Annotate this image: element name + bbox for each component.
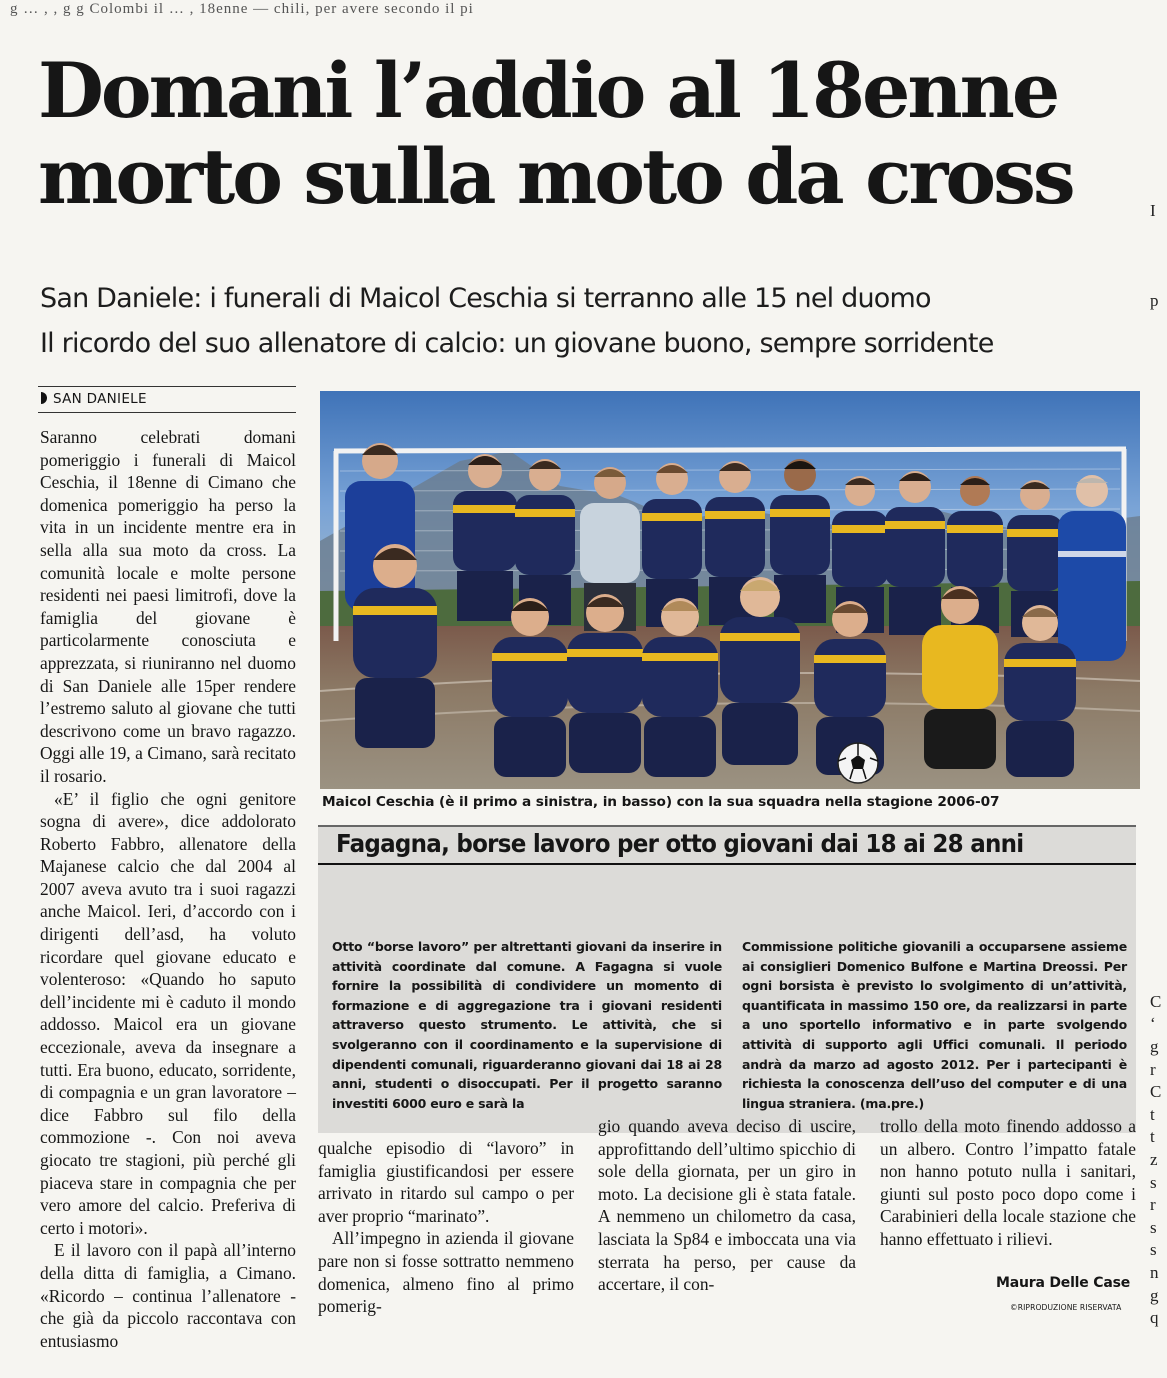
edge-fragment — [1150, 855, 1167, 878]
byline: Maura Delle Case — [996, 1275, 1131, 1291]
edge-fragment — [1150, 516, 1167, 539]
dateline-rule-top — [38, 386, 296, 387]
edge-fragment — [1150, 539, 1167, 562]
edge-fragment — [1150, 810, 1167, 833]
edge-fragment — [1150, 562, 1167, 585]
edge-fragment: t — [1150, 1127, 1155, 1147]
article-column-4 — [880, 1115, 1136, 1251]
edge-fragment: r — [1150, 1195, 1156, 1215]
edge-fragment — [1150, 471, 1167, 494]
edge-fragment — [1150, 358, 1167, 381]
edge-fragment — [1150, 787, 1167, 810]
team-photo-illustration — [320, 391, 1140, 789]
edge-fragment — [1150, 765, 1167, 788]
edge-fragment — [1150, 494, 1167, 517]
sidebar-box-rule — [318, 863, 1136, 865]
edge-fragment: ‘ — [1150, 1014, 1156, 1034]
edge-fragment: s — [1150, 1217, 1157, 1237]
edge-fragment — [1150, 900, 1167, 923]
edge-fragment — [1150, 223, 1167, 246]
subhead-2: Il ricordo del suo allenatore di calcio: un giovane buono, sempre sorridente — [40, 328, 994, 359]
edge-fragment — [1150, 629, 1167, 652]
soccer-ball-icon — [838, 743, 878, 783]
edge-fragment: I — [1150, 201, 1156, 220]
edge-fragment — [1150, 946, 1167, 969]
article-paragraph: All’impegno in azienda il giovane pare non si fosse sottratto nemmeno domenica, almeno fino al primo pomerig- — [318, 1228, 574, 1317]
top-strip-cut-text: g … , , g g Colombi il … , 18enne — chili, per avere secondo il pi — [10, 1, 474, 17]
sidebar-box-title: Fagagna, borse lavoro per otto giovani dai 18 ai 28 anni — [336, 829, 1024, 858]
edge-fragment — [1150, 584, 1167, 607]
adjacent-article-edge — [1150, 200, 1167, 1370]
headline-line-1: Domani l’addio al 18enne — [38, 46, 1058, 135]
edge-fragment — [1150, 923, 1167, 946]
dateline — [41, 391, 147, 407]
edge-fragment — [1150, 426, 1167, 449]
article-paragraph: trollo della moto finendo addosso a un albero. Contro l’impatto fatale non hanno potuto nulla i sanitari, giunti sul posto poco dopo come i Carabinieri della locale stazione che hanno effettuato i rilievi. — [880, 1116, 1136, 1249]
edge-fragment: g — [1150, 1036, 1159, 1056]
edge-fragment: p — [1150, 291, 1159, 311]
dateline-rule-bottom — [38, 412, 296, 413]
edge-fragment — [1150, 652, 1167, 675]
team-photo — [320, 391, 1140, 789]
article-paragraph: qualche episodio di “lavoro” in famiglia giustificandosi per essere arrivato in ritardo sul campo o per aver proprio “marinato”. — [318, 1138, 574, 1226]
headline-line-2: morto sulla moto da cross — [38, 132, 1073, 221]
edge-fragment — [1150, 313, 1167, 336]
edge-fragment — [1150, 381, 1167, 404]
edge-fragment: t — [1150, 1104, 1155, 1124]
edge-fragment — [1150, 245, 1167, 268]
edge-fragment — [1150, 878, 1167, 901]
article-paragraph: «E’ il figlio che ogni genitore sogna di avere», dice addolorato Roberto Fabbro, allenatore della Majanese calcio che dal 2004 al 2007 aveva avuto tra i suoi ragazzi anche Maicol. Ieri, d’accordo con i dirigenti dell’asd, ha voluto ricordare quel giovane educato e volenteroso: «Quando ho saputo dell’incidente mi è caduto il mondo addosso. Maicol era un giovane eccezionale, aveva da insegnare a tutti. Era buono, educato, sorridente, di compagnia e un gran lavoratore – dice Fabbro sul filo della commozione -. Con noi aveva giocato tre stagioni, più perché gli piaceva stare in compagnia che per vero amore del calcio. Preferiva di certo i motori». — [40, 788, 296, 1238]
edge-fragment — [1150, 607, 1167, 630]
edge-fragment: C — [1150, 1082, 1162, 1102]
edge-fragment — [1150, 742, 1167, 765]
edge-fragment — [1150, 403, 1167, 426]
edge-fragment: n — [1150, 1262, 1159, 1282]
edge-fragment — [1150, 968, 1167, 991]
edge-fragment: q — [1150, 1308, 1159, 1328]
article-paragraph: gio quando aveva deciso di uscire, approfittando dell’ultimo spicchio di sole della giornata, per un giro in moto. La decisione gli è stata fatale. A nemmeno un chilometro da casa, lasciata la Sp84 e imboccata una via sterrata ha perso, per cause da accertare, il con- — [598, 1116, 856, 1295]
sidebar-box-column-1: Otto “borse lavoro” per altrettanti giovani da inserire in attività coordinate dal comune. A Fagagna si vuole fornire la possibilità di condividere un momento di formazione e di aggregazione tra i giovani residenti attraverso questo strumento. Le attività, che si svolgeranno con il coordinamento e la supervisione di dipendenti comunali, riguarderanno giovani dai 18 ai 28 anni, studenti o disoccupati. Per il progetto saranno investiti 6000 euro e sarà la — [332, 939, 722, 1111]
article-paragraph: E il lavoro con il papà all’interno della ditta di famiglia, a Cimano. «Ricordo – continua l’allenatore - che già da piccolo raccontava con entusiasmo — [40, 1240, 296, 1351]
edge-fragment: g — [1150, 1285, 1159, 1305]
edge-fragment: z — [1150, 1149, 1158, 1169]
edge-fragment — [1150, 336, 1167, 359]
sidebar-box-column-2: Commissione politiche giovanili a occuparsene assieme ai consiglieri Domenico Bulfone e Martina Dreossi. Per ogni borsista è previsto lo svolgimento di un’attività, quantificata in massimo 150 ore, da realizzarsi in parte a uno sportello informativo e in parte svolgendo attività di supporto agli Uffici comunali. Il periodo andrà da marzo ad agosto 2012. Per i partecipanti è richiesta la conoscenza dell’uso del computer e di una lingua straniera. (ma.pre.) — [742, 939, 1127, 1111]
subhead-1: San Daniele: i funerali di Maicol Ceschia si terranno alle 15 nel duomo — [40, 283, 931, 314]
sidebar-box — [318, 825, 1136, 1133]
photo-caption: Maicol Ceschia (è il primo a sinistra, in basso) con la sua squadra nella stagione 2006-07 — [322, 794, 1000, 810]
copyright-notice: ©RIPRODUZIONE RISERVATA — [1010, 1303, 1122, 1312]
edge-fragment — [1150, 674, 1167, 697]
edge-fragment: s — [1150, 1172, 1157, 1192]
edge-fragment — [1150, 449, 1167, 472]
edge-fragment — [1150, 697, 1167, 720]
edge-fragment: r — [1150, 1059, 1156, 1079]
headline — [38, 48, 1148, 220]
edge-fragment: s — [1150, 1240, 1157, 1260]
edge-fragment — [1150, 720, 1167, 743]
edge-fragment: C — [1150, 991, 1162, 1011]
dateline-label: SAN DANIELE — [53, 391, 147, 407]
edge-fragment — [1150, 268, 1167, 291]
article-column-3 — [598, 1115, 856, 1296]
dateline-marker-icon — [41, 392, 47, 404]
article-paragraph: Saranno celebrati domani pomeriggio i funerali di Maicol Ceschia, il 18enne di Cimano che domenica pomeriggio ha perso la vita in un incidente mentre era in sella alla sua moto da cross. La comunità locale e molte persone residenti nei paesi limitrofi, dove la famiglia del giovane è particolarmente conosciuta e apprezzata, si riuniranno nel duomo di San Daniele alle 15per rendere l’estremo saluto al giovane che tutti descrivono come un bravo ragazzo. Oggi alle 19, a Cimano, sarà recitato il rosario. — [40, 427, 296, 786]
edge-fragment — [1150, 833, 1167, 856]
article-column-1 — [40, 426, 296, 1352]
article-column-2 — [318, 1137, 574, 1318]
